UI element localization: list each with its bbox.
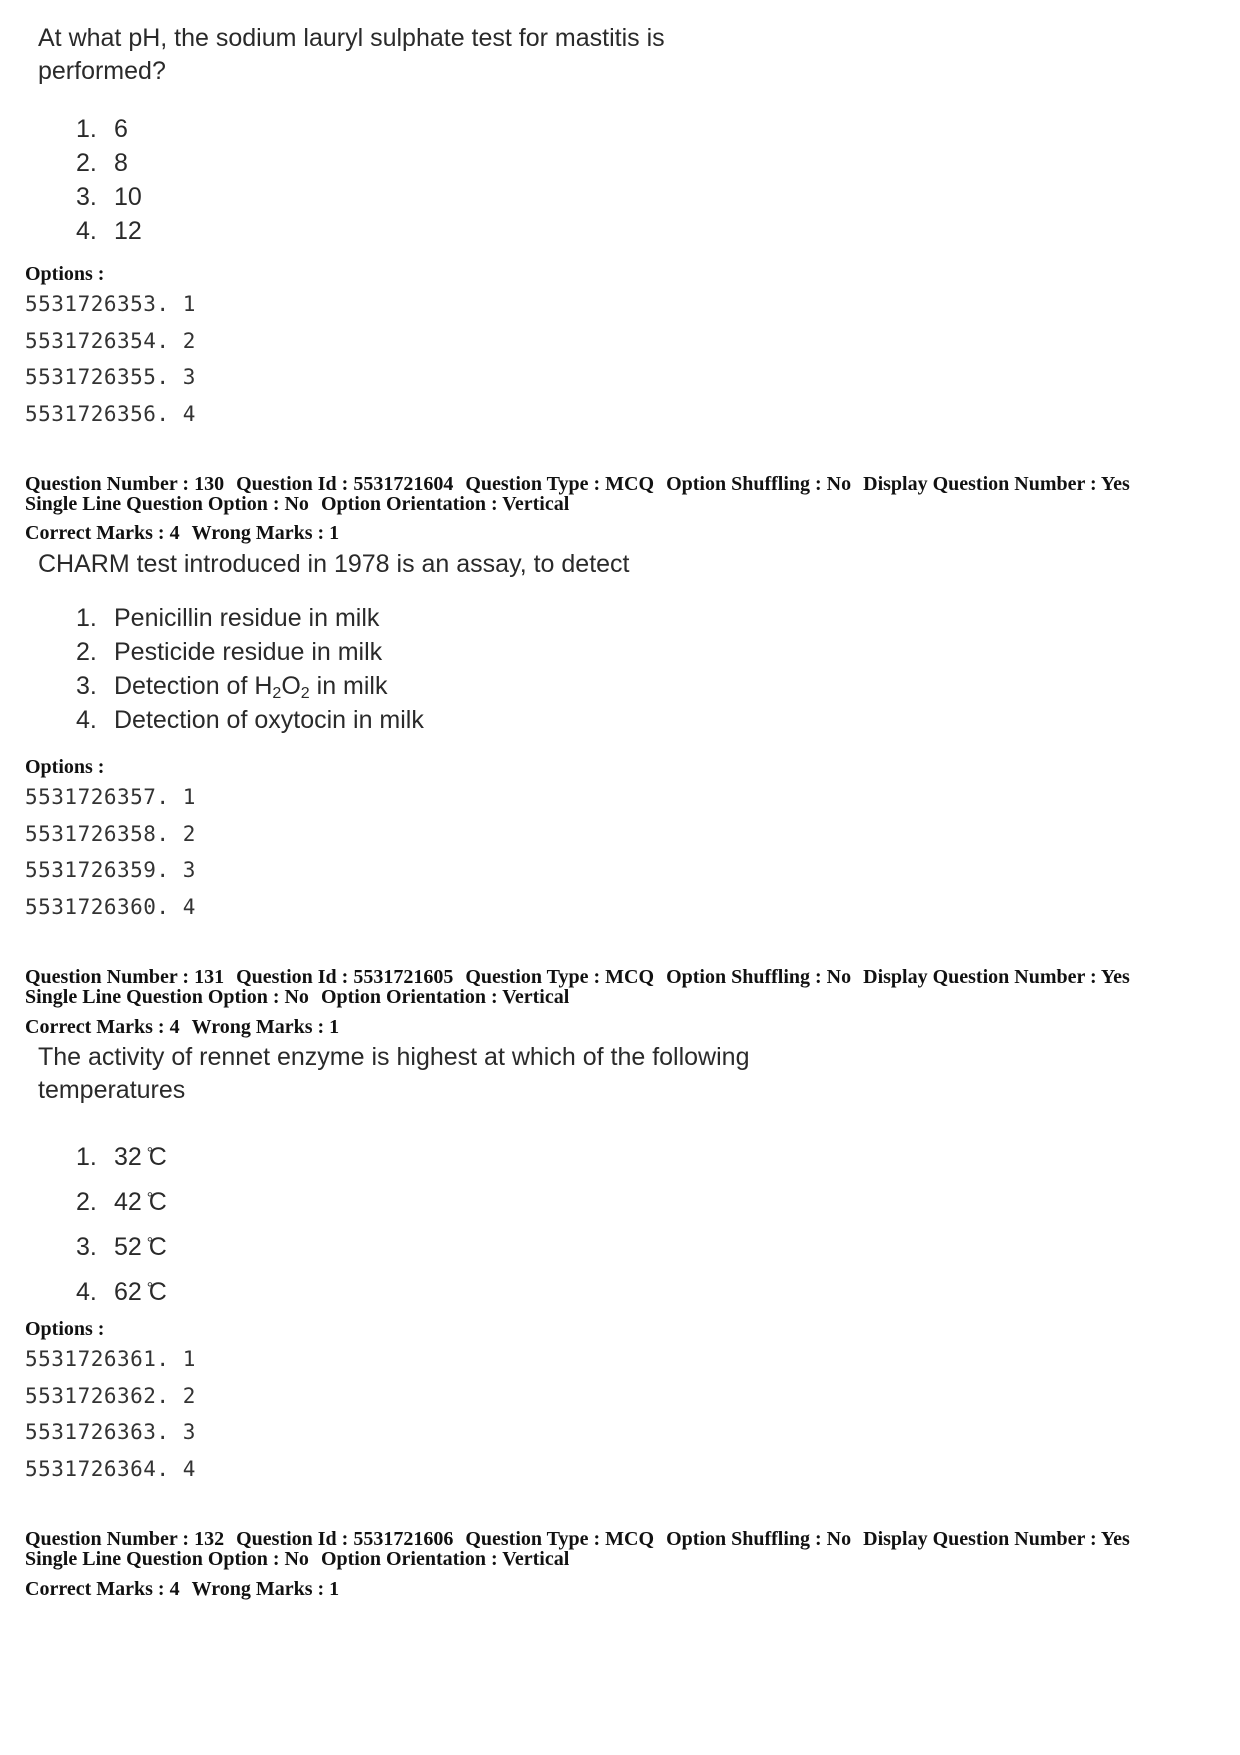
question-text-line: At what pH, the sodium lauryl sulphate test for mastitis is bbox=[38, 24, 665, 52]
choice-item: 1. 6 bbox=[76, 115, 128, 143]
question-marks: Correct Marks : 4 Wrong Marks : 1 bbox=[25, 1578, 340, 1600]
question-meta: Question Number : 130 Question Id : 5531721604 Question Type : MCQ Option Shuffling : No Display Question Number : Yes bbox=[25, 473, 1130, 495]
choice-item: 4. 62 ° C bbox=[76, 1270, 167, 1315]
choice-item: 2. 42 ° C bbox=[76, 1180, 167, 1225]
question-meta: Single Line Question Option : No Option Orientation : Vertical bbox=[25, 1548, 570, 1570]
choice-list bbox=[76, 601, 424, 737]
question-meta: Question Number : 131 Question Id : 5531721605 Question Type : MCQ Option Shuffling : No Display Question Number : Yes bbox=[25, 966, 1130, 988]
option-item: 5531726361. 1 bbox=[25, 1347, 196, 1371]
choice-item: 2. 8 bbox=[76, 149, 128, 177]
option-item: 5531726364. 4 bbox=[25, 1456, 196, 1481]
option-item: 5531726356. 4 bbox=[25, 401, 196, 426]
question-text-line: performed? bbox=[38, 57, 166, 85]
choice-item: 2. Pesticide residue in milk bbox=[76, 638, 383, 666]
option-list bbox=[25, 779, 196, 925]
choice-list bbox=[76, 1135, 167, 1315]
option-item: 5531726353. 1 bbox=[25, 292, 196, 316]
option-item: 5531726359. 3 bbox=[25, 858, 196, 882]
question-text bbox=[38, 22, 665, 88]
choice-item: 3. 10 bbox=[76, 183, 142, 211]
choice-item: 1. Penicillin residue in milk bbox=[76, 604, 380, 632]
option-item: 5531726363. 3 bbox=[25, 1420, 196, 1444]
option-item: 5531726354. 2 bbox=[25, 328, 196, 353]
choice-item: 4. 12 bbox=[76, 217, 142, 245]
question-text bbox=[38, 1041, 749, 1107]
choice-item: 1. 32 ° C bbox=[76, 1135, 167, 1180]
option-item: 5531726362. 2 bbox=[25, 1383, 196, 1408]
question-text-line: temperatures bbox=[38, 1076, 186, 1104]
option-item: 5531726358. 2 bbox=[25, 821, 196, 846]
question-text bbox=[38, 548, 630, 581]
option-list bbox=[25, 1341, 196, 1487]
options-label: Options : bbox=[25, 263, 105, 285]
option-item: 5531726360. 4 bbox=[25, 894, 196, 919]
question-meta: Single Line Question Option : No Option Orientation : Vertical bbox=[25, 493, 570, 515]
option-item: 5531726355. 3 bbox=[25, 365, 196, 389]
choice-item: 3. Detection of $H_2O_2$ in milk bbox=[76, 672, 388, 702]
question-marks: Correct Marks : 4 Wrong Marks : 1 bbox=[25, 1016, 340, 1038]
question-text-line: The activity of rennet enzyme is highest at which of the following bbox=[38, 1043, 750, 1071]
question-meta: Single Line Question Option : No Option Orientation : Vertical bbox=[25, 986, 570, 1008]
question-marks: Correct Marks : 4 Wrong Marks : 1 bbox=[25, 522, 340, 544]
options-label: Options : bbox=[25, 756, 105, 778]
option-list bbox=[25, 286, 196, 432]
choice-list bbox=[76, 112, 142, 248]
options-label: Options : bbox=[25, 1318, 105, 1340]
question-text-line: CHARM test introduced in 1978 is an assay, to detect bbox=[38, 550, 630, 578]
option-item: 5531726357. 1 bbox=[25, 785, 196, 809]
question-meta: Question Number : 132 Question Id : 5531721606 Question Type : MCQ Option Shuffling : No Display Question Number : Yes bbox=[25, 1528, 1130, 1550]
choice-item: 3. 52 ° C bbox=[76, 1225, 167, 1270]
choice-item: 4. Detection of oxytocin in milk bbox=[76, 706, 424, 734]
